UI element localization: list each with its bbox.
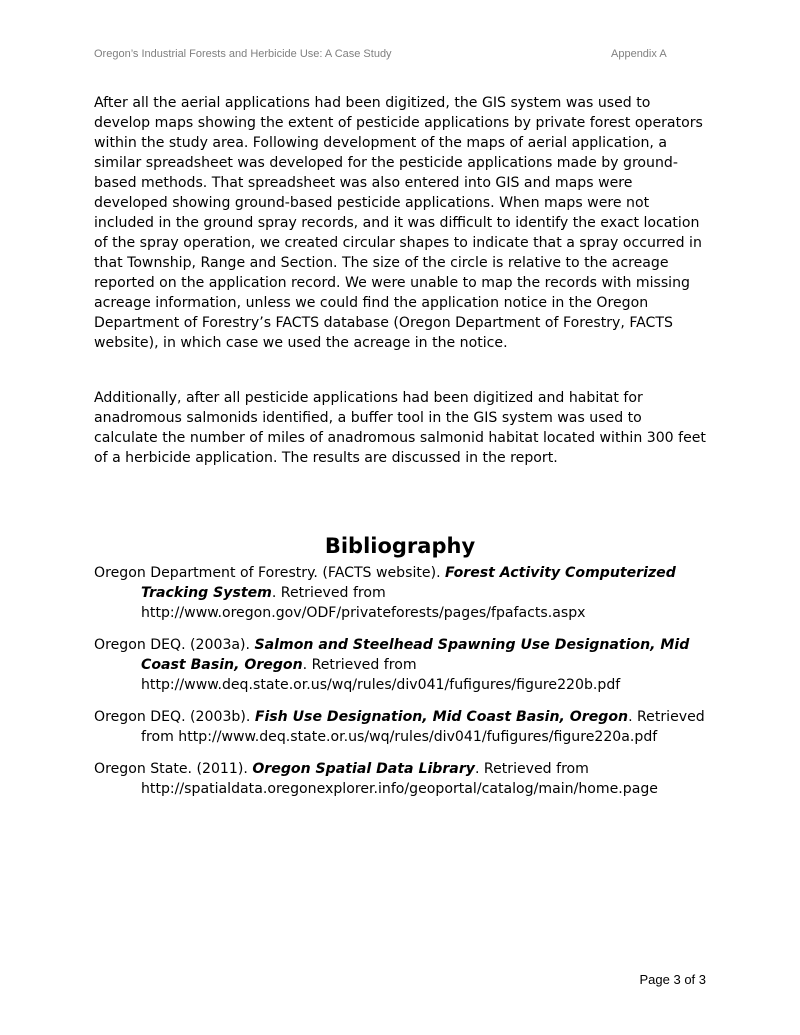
running-header-appendix: Appendix A: [611, 48, 667, 60]
body-paragraph-buffer: Additionally, after all pesticide applications had been digitized and habitat for anadromous salmonids identified, a buffer tool in the GIS system was used to calculate the number of miles of anadromous salmonid habitat located within 300 feet of a herbicide application. The results are discussed in the report.: [94, 390, 706, 466]
reference-url[interactable]: http://www.deq.state.or.us/wq/rules/div041/fufigures/figure220b.pdf: [141, 677, 621, 693]
reference-url[interactable]: http://spatialdata.oregonexplorer.info/geoportal/catalog/main/home.page: [141, 781, 658, 797]
bibliography-entry-deq-2003a: [94, 635, 714, 695]
bibliography-list: [94, 563, 714, 811]
body-paragraph-methods: After all the aerial applications had been digitized, the GIS system was used to develop maps showing the extent of pesticide applications by private forest operators within the study area. Following development of the maps of aerial application, a similar spreadsheet was developed for the pesticide applications made by ground-based methods. That spreadsheet was also entered into GIS and maps were developed showing ground-based pesticide applications. When maps were not included in the ground spray records, and it was difficult to identify the exact location of the spray operation, we created circular shapes to indicate that a spray occurred in that Township, Range and Section. The size of the circle is relative to the acreage reported on the application record. We were unable to map the records with missing acreage information, unless we could find the application notice in the Oregon Department of Forestry’s FACTS database (Oregon Department of Forestry, FACTS website), in which case we used the acreage in the notice.: [94, 95, 703, 351]
reference-retrieved: . Retrieved from: [271, 585, 386, 601]
reference-author: Oregon DEQ. (2003b).: [94, 709, 251, 725]
reference-retrieved: . Retrieved from: [302, 657, 417, 673]
reference-title: Salmon and Steelhead Spawning Use Designation, Mid Coast Basin, Oregon: [141, 637, 690, 673]
reference-title: Oregon Spatial Data Library: [252, 761, 475, 777]
reference-retrieved: . Retrieved from: [141, 709, 705, 745]
reference-retrieved: . Retrieved from: [474, 761, 589, 777]
bibliography-entry-deq-2003b: [94, 707, 714, 747]
bibliography-entry-odf-facts: [94, 563, 714, 623]
reference-author: Oregon Department of Forestry. (FACTS website).: [94, 565, 441, 581]
reference-author: Oregon DEQ. (2003a).: [94, 637, 251, 653]
reference-url[interactable]: http://www.oregon.gov/ODF/privateforests/pages/fpafacts.aspx: [141, 605, 586, 621]
reference-title: Fish Use Designation, Mid Coast Basin, Oregon: [254, 709, 629, 725]
bibliography-heading: Bibliography: [324, 534, 476, 558]
page-number: Page 3 of 3: [639, 972, 706, 987]
reference-url[interactable]: http://www.deq.state.or.us/wq/rules/div041/fufigures/figure220a.pdf: [178, 729, 658, 745]
reference-author: Oregon State. (2011).: [94, 761, 248, 777]
reference-title: Forest Activity Computerized Tracking System: [141, 565, 676, 601]
running-header-title: Oregon’s Industrial Forests and Herbicide Use: A Case Study: [94, 48, 392, 60]
bibliography-entry-oregon-state: [94, 759, 714, 799]
